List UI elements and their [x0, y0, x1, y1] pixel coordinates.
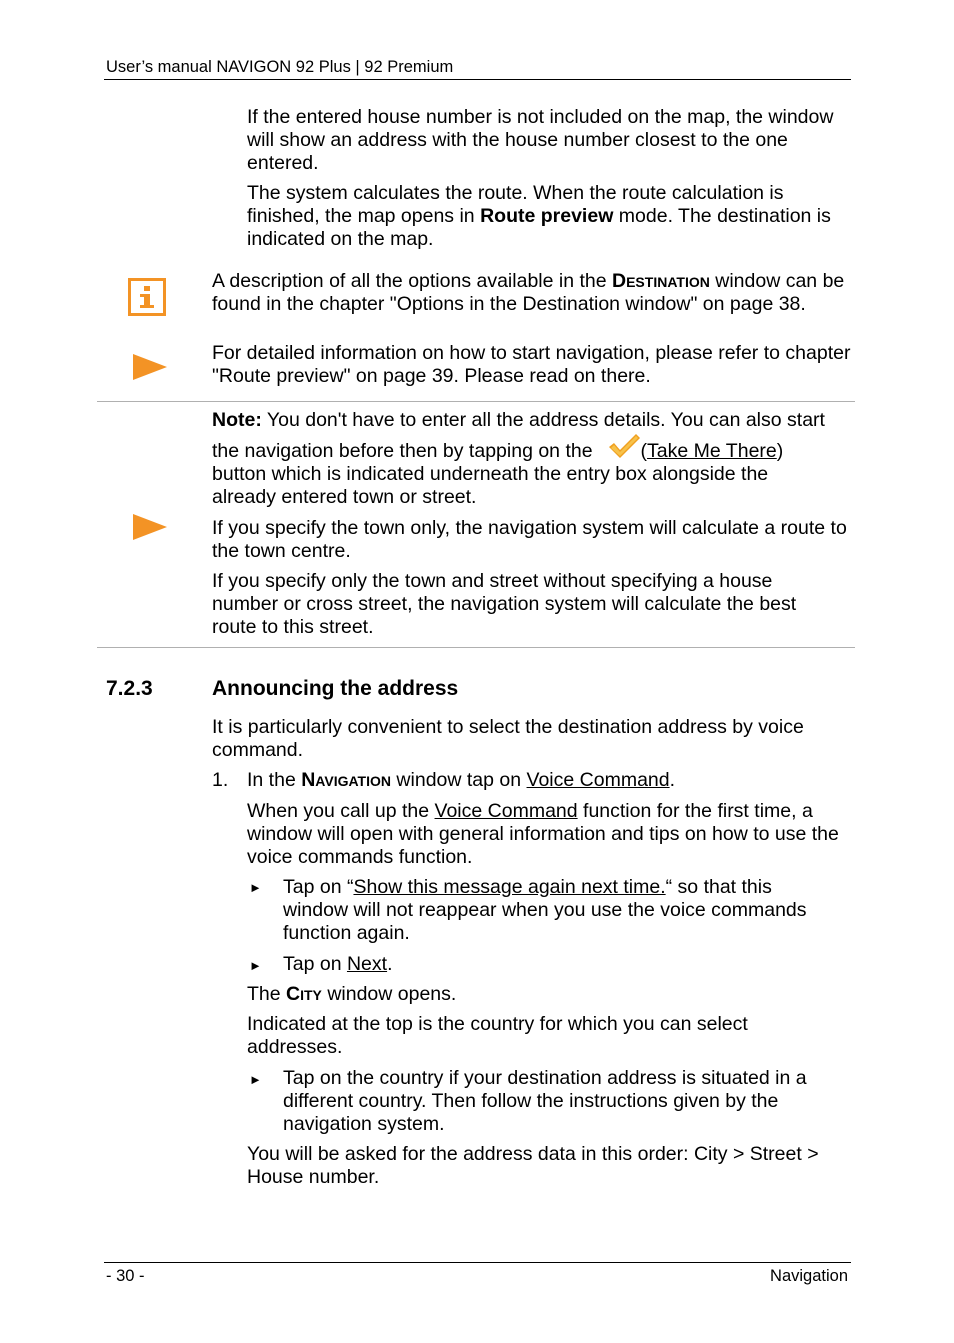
- note-box-top-rule: [97, 401, 855, 402]
- section-title: Announcing the address: [212, 677, 459, 700]
- first-time-paragraph: When you call up the Voice Command function for the first time, a window will open with general information and tips on how to use the voice commands function.: [247, 800, 839, 868]
- show-message-link[interactable]: Show this message again next time.: [353, 876, 666, 898]
- address-order-paragraph: You will be asked for the address data in this order: City > Street > House number.: [247, 1143, 819, 1188]
- route-preview-note: For detailed information on how to start navigation, please refer to chapter "Route preview" on page 39. Please read on there.: [212, 342, 851, 387]
- info-note-text: A description of all the options available in the Destination window can be found in the chapter "Options in the Destination window" on page 38.: [212, 270, 845, 315]
- running-header: User’s manual NAVIGON 92 Plus | 92 Premium: [106, 58, 454, 76]
- checkmark-icon[interactable]: [607, 433, 641, 461]
- page-number: - 30 -: [106, 1267, 145, 1285]
- bullet-triangle-icon: ►: [249, 958, 262, 973]
- bullet-triangle-icon: ►: [249, 1072, 262, 1087]
- section-intro: It is particularly convenient to select the destination address by voice command.: [212, 716, 804, 761]
- note-line-2: the navigation before then by tapping on the (Take Me There): [212, 440, 784, 462]
- step-1: In the Navigation window tap on Voice Command.: [247, 769, 676, 791]
- voice-command-link[interactable]: Voice Command: [434, 800, 578, 822]
- info-icon: [128, 278, 166, 316]
- footer-rule: [104, 1262, 851, 1263]
- arrow-right-icon: [133, 354, 167, 380]
- note-paragraph-2: If you specify the town only, the navigation system will calculate a route to the town centre.: [212, 517, 847, 562]
- bullet-next: Tap on Next.: [283, 953, 393, 975]
- note-box-bottom-rule: [97, 647, 855, 648]
- arrow-right-icon: [133, 514, 167, 540]
- city-window-opens: The City window opens.: [247, 983, 457, 1005]
- bullet-show-message: Tap on “Show this message again next time.“ so that this window will not reappear when you use the voice commands function again.: [283, 876, 807, 944]
- note-paragraph-3: If you specify only the town and street without specifying a house number or cross street, the navigation system will calculate the best route to this street.: [212, 570, 797, 638]
- footer-section: Navigation: [770, 1267, 848, 1285]
- intro-paragraph-1: If the entered house number is not included on the map, the window will show an address with the house number closest to the one entered.: [247, 106, 834, 174]
- country-paragraph: Indicated at the top is the country for which you can select addresses.: [247, 1013, 748, 1058]
- bullet-triangle-icon: ►: [249, 880, 262, 895]
- intro-paragraph-2: The system calculates the route. When the route calculation is finished, the map opens in Route preview mode. The destination is indicated on the map.: [247, 182, 831, 250]
- voice-command-link[interactable]: Voice Command: [526, 769, 670, 791]
- note-line-1: Note: You don't have to enter all the address details. You can also start: [212, 409, 825, 431]
- section-number: 7.2.3: [106, 677, 153, 700]
- next-link[interactable]: Next: [346, 953, 388, 975]
- take-me-there-link[interactable]: Take Me There: [647, 440, 777, 462]
- bullet-country: Tap on the country if your destination address is situated in a different country. Then follow the instructions given by the navigation system.: [283, 1067, 807, 1135]
- note-line-3: button which is indicated underneath the entry box alongside the already entered town or street.: [212, 463, 769, 508]
- step-number: 1.: [212, 769, 229, 791]
- header-rule: [104, 79, 851, 80]
